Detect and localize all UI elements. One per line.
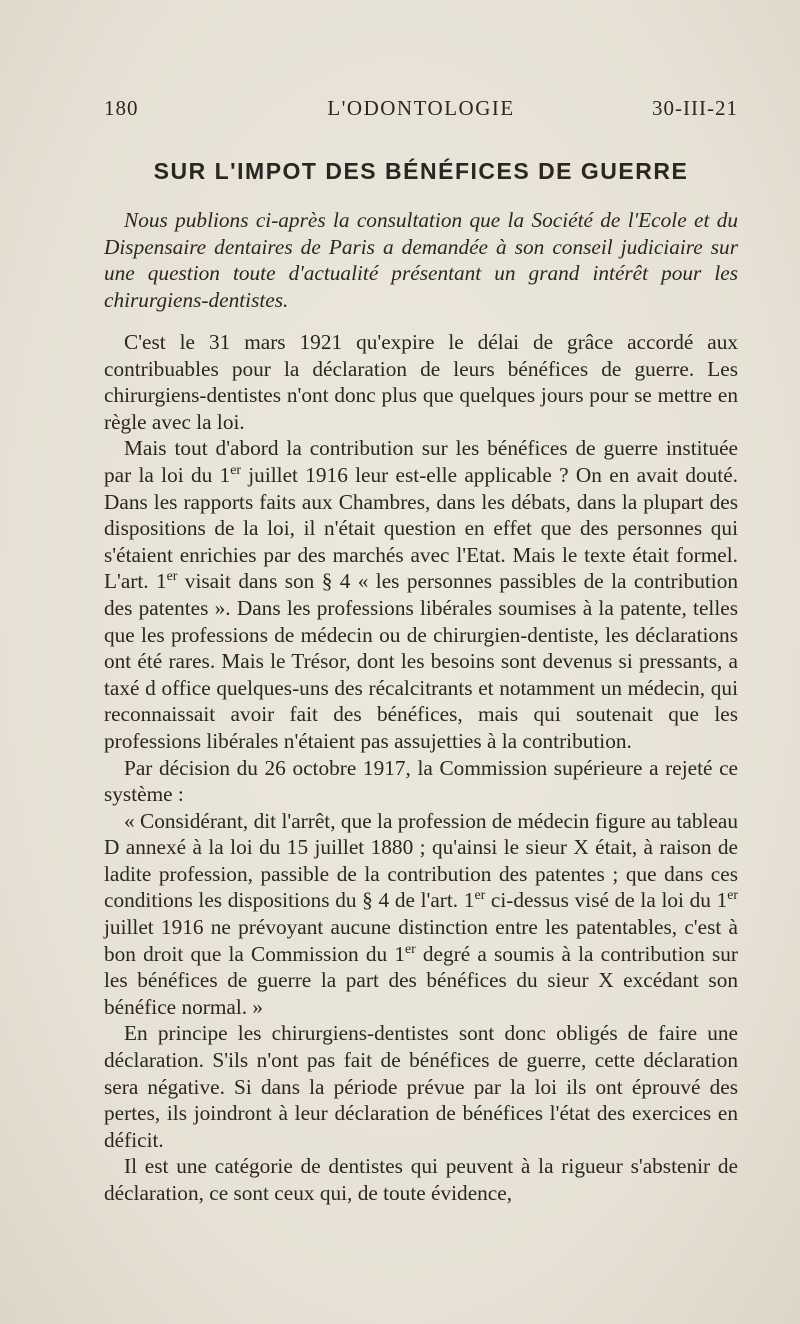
paragraph: Par décision du 26 octobre 1917, la Commission supérieure a rejeté ce système : xyxy=(104,755,738,807)
text-run: visait dans son § 4 « les personnes passibles de la contribution des patentes ». Dans les professions libérales soumises à la patente, telles que les professions de médecin ou de chirurgien-dentiste, les déclarations ont été rares. Mais le Trésor, dont les besoins sont devenus si pressants, a taxé d office quelques-uns des récalcitrants et notamment un médecin, qui reconnaissait avoir fait des bénéfices, mais qui soutenait que les professions libérales n'étaient pas assujetties à la contribution. xyxy=(104,569,738,753)
paragraph: Il est une catégorie de dentistes qui peuvent à la rigueur s'abstenir de déclaration, ce sont ceux qui, de toute évidence, xyxy=(104,1154,738,1205)
quotation-paragraph xyxy=(104,808,738,1021)
ordinal-superscript: er xyxy=(727,887,738,903)
article-body xyxy=(104,329,738,1207)
text-run: degré a soumis à la contribution sur les bénéfices de guerre la part des bénéfices du sieur X excédant son bénéfice normal. » xyxy=(104,941,738,1019)
article-title: SUR L'IMPOT DES BÉNÉFICES DE GUERRE xyxy=(153,158,689,184)
text-run: « Considérant, dit l'arrêt, que la profession de médecin figure au tableau D annexé à la loi du 15 juillet 1880 ; qu'ainsi le sieur X était, à raison de ladite profession, passible de la contribution des patentes ; que dans ces conditions les dispositions du § 4 de l'art. 1 xyxy=(104,808,738,913)
page-number: 180 xyxy=(104,96,139,120)
paragraph: En principe les chirurgiens-dentistes sont donc obligés de faire une déclaration. S'ils n'ont pas fait de bénéfices de guerre, cette déclaration sera négative. Si dans la période prévue par la loi ils ont éprouvé des pertes, ils joindront à leur déclaration de bénéfices l'état des exercices en déficit. xyxy=(104,1021,738,1152)
text-run: Mais tout d'abord la contribution sur les bénéfices de guerre instituée par la loi du 1 xyxy=(104,436,738,487)
editorial-intro: Nous publions ci-après la consultation que la Société de l'Ecole et du Dispensaire dentaires de Paris a demandée à son conseil judiciaire sur une question toute d'actualité présentant un grand intérêt pour les chirurgiens-dentistes. xyxy=(104,208,738,312)
paragraph: C'est le 31 mars 1921 qu'expire le délai de grâce accordé aux contribuables pour la déclaration de leurs bénéfices de guerre. Les chirurgiens-dentistes n'ont donc plus que quelques jours pour se mettre en règle avec la loi. xyxy=(104,330,738,434)
ordinal-superscript: er xyxy=(166,568,178,584)
paragraph xyxy=(104,435,738,754)
issue-date: 30-III-21 xyxy=(652,96,738,120)
ordinal-superscript: er xyxy=(404,940,416,956)
ordinal-superscript: er xyxy=(474,887,486,903)
journal-title: L'ODONTOLOGIE xyxy=(327,96,515,120)
text-run: juillet 1916 leur est-elle applicable ? On en avait douté. Dans les rapports faits aux Chambres, dans les débats, dans la plupart des dispositions de la loi, il n'était question en effet que des personnes qui s'étaient enrichies par des marchés avec l'Etat. Mais le texte était formel. L'art. 1 xyxy=(104,462,738,594)
text-run: juillet 1916 ne prévoyant aucune distinction entre les patentables, c'est à bon droit que la Commission du 1 xyxy=(104,915,738,966)
text-run: ci-dessus visé de la loi du 1 xyxy=(485,888,728,913)
ordinal-superscript: er xyxy=(230,461,241,477)
